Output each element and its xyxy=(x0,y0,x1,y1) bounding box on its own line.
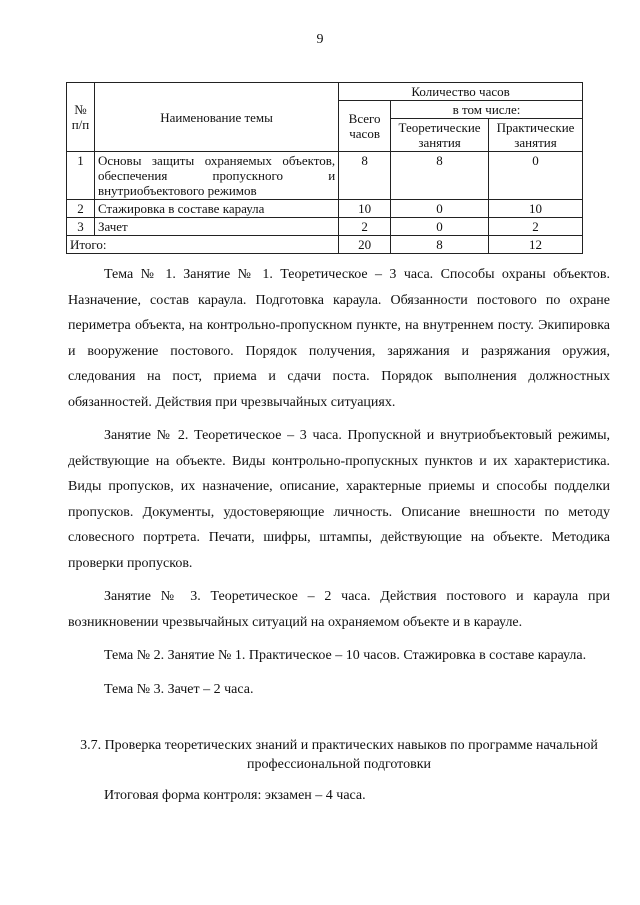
row-topic: Зачет xyxy=(94,218,338,236)
row-num: 2 xyxy=(67,200,95,218)
row-topic: Стажировка в составе караула xyxy=(94,200,338,218)
row-theory: 8 xyxy=(391,152,489,200)
hours-table xyxy=(66,82,583,254)
row-theory: 0 xyxy=(391,200,489,218)
table-row xyxy=(67,200,583,218)
page-number: 9 xyxy=(316,32,324,47)
total-hours: 20 xyxy=(339,236,391,254)
row-theory: 0 xyxy=(391,218,489,236)
paragraph: Тема № 2. Занятие № 1. Практическое – 10 часов. Стажировка в составе караула. xyxy=(104,648,587,663)
header-including: в том числе: xyxy=(391,101,583,119)
total-practice: 12 xyxy=(489,236,583,254)
header-hours-group: Количество часов xyxy=(339,83,583,101)
body-text xyxy=(68,262,610,710)
header-num: № п/п xyxy=(67,83,95,152)
final-control: Итоговая форма контроля: экзамен – 4 часа. xyxy=(104,788,366,803)
total-theory: 8 xyxy=(391,236,489,254)
row-practice: 2 xyxy=(489,218,583,236)
row-num: 3 xyxy=(67,218,95,236)
row-total: 8 xyxy=(339,152,391,200)
paragraph: Тема № 1. Занятие № 1. Теоретическое – 3 часа. Способы охраны объектов. Назначение, состав караула. Подготовка караула. Обязанности постового по охране периметра объекта, на контрольно-пропускном пункте, на внутреннем посту. Экипировка и вооружение постового. Порядок получения, заряжания и разряжания оружия, следования на пост, приема и сдачи поста. Порядок выполнения должностных обязанностей. Действия при чрезвычайных ситуациях. xyxy=(68,267,610,410)
row-practice: 10 xyxy=(489,200,583,218)
header-theory: Теоретические занятия xyxy=(391,119,489,152)
header-practice: Практические занятия xyxy=(489,119,583,152)
row-topic: Основы защиты охраняемых объектов, обеспечения пропускного и внутриобъектового режимов xyxy=(94,152,338,200)
section-title: 3.7. Проверка теоретических знаний и практических навыков по программе начальной профессиональной подготовки xyxy=(80,738,598,772)
header-topic: Наименование темы xyxy=(94,83,338,152)
header-total: Всего часов xyxy=(339,101,391,152)
table-total-row xyxy=(67,236,583,254)
table-row xyxy=(67,152,583,200)
row-total: 2 xyxy=(339,218,391,236)
row-num: 1 xyxy=(67,152,95,200)
row-practice: 0 xyxy=(489,152,583,200)
table-row xyxy=(67,218,583,236)
paragraph: Тема № 3. Зачет – 2 часа. xyxy=(104,681,254,697)
row-total: 10 xyxy=(339,200,391,218)
total-label: Итого: xyxy=(67,236,339,254)
paragraph: Занятие № 2. Теоретическое – 3 часа. Пропускной и внутриобъектовый режимы, действующие на объекте. Виды контрольно-пропускных пунктов и их характеристика. Виды пропусков, их назначение, описание, характерные приемы и способы подделки пропусков. Документы, удостоверяющие личность. Описание внешности по методу словесного портрета. Печати, шифры, штампы, действующие на объекте. Методика проверки пропусков. xyxy=(68,428,610,571)
paragraph: Занятие № 3. Теоретическое – 2 часа. Действия постового и караула при возникновении чрезвычайных ситуаций на охраняемом объекте и в карауле. xyxy=(68,589,610,630)
